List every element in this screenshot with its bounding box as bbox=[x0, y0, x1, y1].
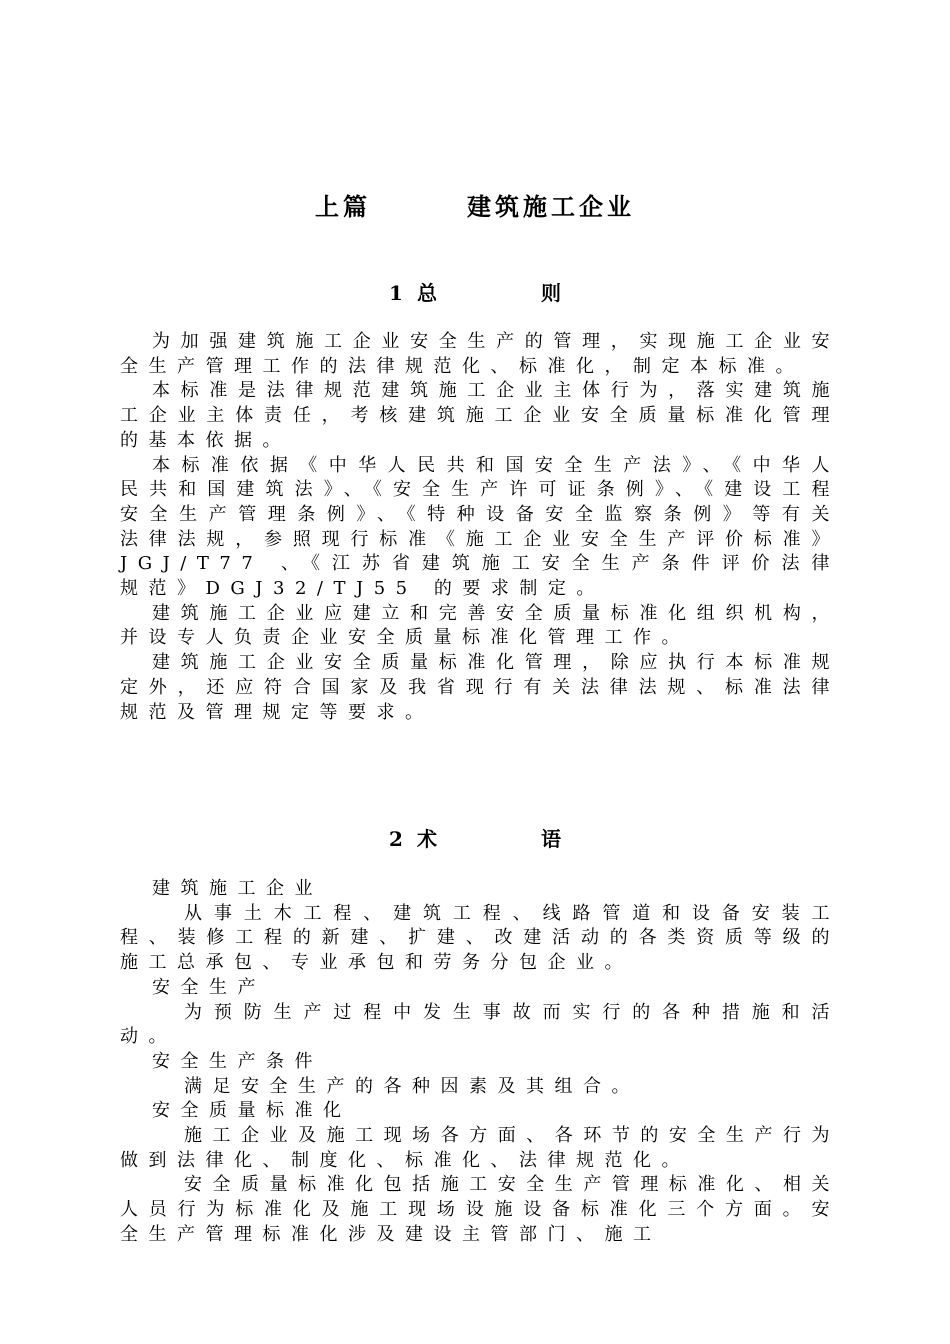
term-definition: 满足安全生产的各种因素及其组合。 bbox=[184, 1075, 640, 1097]
term-title: 安全生产条件 bbox=[152, 1050, 323, 1072]
paragraph: 建筑施工企业安全质量标准化管理，除应执行本标准规定外，还应符合国家及我省现行有关法律法规、标准法律规范及管理规定等要求。 bbox=[120, 652, 840, 723]
part-name: 建筑施工企业 bbox=[467, 192, 635, 221]
chapter-1-body bbox=[120, 330, 840, 725]
chapter-2-heading bbox=[0, 824, 950, 854]
paragraph: 本标准依据《中华人民共和国安全生产法》、《中华人民共和国建筑法》、《安全生产许可证条例》、《建设工程安全生产管理条例》、《特种设备安全监察条例》等有关法律法规，参照现行标准《施工企业安全生产评价标准》JGJ/T77 、《江苏省建筑施工安全生产条件评价法律规范》DGJ32/TJ55 的要求制定。 bbox=[120, 454, 840, 600]
term-extra-paragraph: 安全质量标准化包括施工安全生产管理标准化、相关人员行为标准化及施工现场设施设备标准化三个方面。安全生产管理标准化涉及建设主管部门、施工 bbox=[120, 1174, 840, 1245]
term-definition: 施工企业及施工现场各方面、各环节的安全生产行为做到法律化、制度化、标准化、法律规范化。 bbox=[120, 1125, 840, 1171]
paragraph: 为加强建筑施工企业安全生产的管理，实现施工企业安全生产管理工作的法律规范化、标准化，制定本标准。 bbox=[120, 331, 840, 377]
chapter-number: 1 bbox=[389, 281, 403, 305]
term-title: 安全质量标准化 bbox=[152, 1100, 352, 1122]
paragraph: 本标准是法律规范建筑施工企业主体行为，落实建筑施工企业主体责任，考核建筑施工企业安全质量标准化管理的基本依据。 bbox=[120, 380, 840, 451]
term-title: 安全生产 bbox=[152, 976, 266, 998]
chapter-2-body bbox=[120, 877, 840, 1248]
term-definition: 从事土木工程、建筑工程、线路管道和设备安装工程、装修工程的新建、扩建、改建活动的各类资质等级的施工总承包、专业承包和劳务分包企业。 bbox=[120, 902, 840, 974]
chapter-title-right: 语 bbox=[540, 827, 561, 851]
chapter-1-heading bbox=[0, 278, 950, 308]
part-label: 上篇 bbox=[315, 192, 371, 221]
chapter-title-right: 则 bbox=[540, 281, 561, 305]
paragraph: 建筑施工企业应建立和完善安全质量标准化组织机构，并设专人负责企业安全质量标准化管理工作。 bbox=[120, 602, 840, 649]
chapter-number: 2 bbox=[389, 827, 403, 851]
part-title bbox=[0, 190, 950, 224]
chapter-title-left: 总 bbox=[416, 281, 437, 305]
term-title: 建筑施工企业 bbox=[152, 878, 323, 899]
chapter-title-left: 术 bbox=[416, 827, 437, 851]
term-definition: 为预防生产过程中发生事故而实行的各种措施和活动。 bbox=[120, 1001, 840, 1048]
